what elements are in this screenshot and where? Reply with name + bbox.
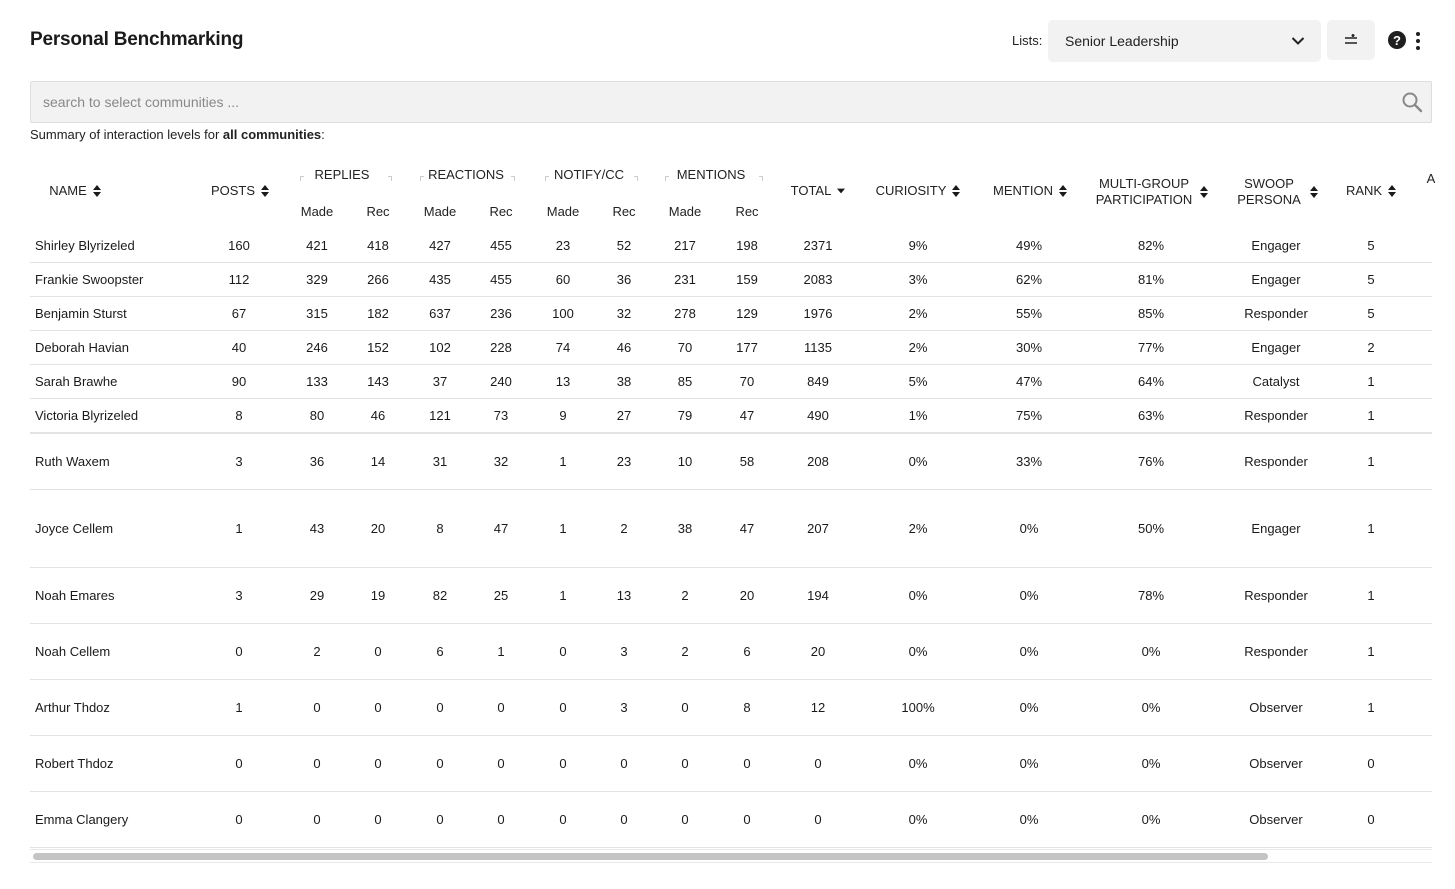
cell-curiosity: 100% bbox=[901, 700, 935, 715]
cell-rea-rec: 0 bbox=[497, 756, 505, 771]
cell-curiosity: 0% bbox=[908, 588, 928, 603]
cell-rep-rec: 152 bbox=[367, 340, 389, 355]
cell-name: Noah Cellem bbox=[35, 644, 111, 659]
cell-rea-rec: 236 bbox=[490, 306, 512, 321]
cell-persona: Engager bbox=[1251, 340, 1301, 355]
cell-men-rec: 70 bbox=[739, 374, 755, 389]
cell-persona: Observer bbox=[1249, 812, 1303, 827]
cell-posts: 112 bbox=[228, 272, 250, 287]
cell-not-rec: 46 bbox=[616, 340, 632, 355]
cell-rep-made: 0 bbox=[313, 812, 321, 827]
cell-curiosity: 2% bbox=[908, 521, 928, 536]
cell-curiosity: 0% bbox=[908, 454, 928, 469]
cell-multigroup: 63% bbox=[1137, 408, 1165, 423]
group-bracket bbox=[420, 176, 424, 181]
cell-rea-rec: 455 bbox=[490, 272, 512, 287]
cell-name: Shirley Blyrizeled bbox=[35, 237, 135, 253]
cell-name: Victoria Blyrizeled bbox=[35, 408, 139, 423]
cell-multigroup: 0% bbox=[1141, 644, 1161, 659]
group-bracket bbox=[545, 176, 549, 181]
cell-men-rec: 8 bbox=[743, 700, 751, 715]
cell-mention: 75% bbox=[1015, 408, 1043, 423]
header-mention-label: MENTION bbox=[993, 183, 1053, 198]
cell-men-made: 0 bbox=[681, 700, 689, 715]
cell-mention: 55% bbox=[1015, 306, 1043, 321]
cell-posts: 8 bbox=[235, 408, 243, 423]
summary-prefix: Summary of interaction levels for bbox=[30, 127, 223, 142]
cell-rea-made: 121 bbox=[429, 408, 451, 423]
lists-label: Lists: bbox=[1012, 33, 1043, 48]
cell-posts: 3 bbox=[235, 454, 243, 469]
cell-men-rec: 47 bbox=[739, 408, 755, 423]
cell-posts: 160 bbox=[228, 237, 250, 253]
cell-rank: 1 bbox=[1367, 408, 1375, 423]
cell-not-made: 0 bbox=[559, 700, 567, 715]
cell-not-made: 0 bbox=[559, 812, 567, 827]
cell-rea-rec: 32 bbox=[493, 454, 509, 469]
cell-not-made: 1 bbox=[559, 588, 567, 603]
group-bracket bbox=[759, 176, 763, 181]
lists-dropdown[interactable] bbox=[1048, 20, 1321, 62]
cell-rea-made: 0 bbox=[436, 700, 444, 715]
cell-rep-rec: 19 bbox=[370, 588, 386, 603]
cell-rea-made: 637 bbox=[429, 306, 451, 321]
cell-multigroup: 0% bbox=[1141, 700, 1161, 715]
cell-men-rec: 177 bbox=[736, 340, 758, 355]
header-reactions bbox=[415, 166, 517, 184]
table-row[interactable] bbox=[30, 297, 1432, 331]
cell-multigroup: 64% bbox=[1137, 374, 1165, 389]
cell-persona: Responder bbox=[1244, 408, 1308, 423]
table-row[interactable] bbox=[30, 263, 1432, 297]
cell-rank: 2 bbox=[1367, 340, 1375, 355]
cell-total: 1976 bbox=[803, 306, 833, 321]
cell-multigroup: 85% bbox=[1137, 306, 1165, 321]
header-mentions bbox=[661, 166, 761, 184]
header-reactions-label: REACTIONS bbox=[428, 167, 504, 182]
page-title: Personal Benchmarking bbox=[30, 29, 244, 50]
cell-not-rec: 23 bbox=[616, 454, 632, 469]
subheader-rep-made: Made bbox=[300, 204, 334, 219]
cell-not-made: 13 bbox=[555, 374, 571, 389]
summary-text bbox=[30, 127, 325, 142]
cell-rank: 1 bbox=[1367, 700, 1375, 715]
horizontal-scrollbar[interactable] bbox=[30, 849, 1432, 863]
cell-rea-made: 6 bbox=[436, 644, 444, 659]
cell-rep-made: 29 bbox=[309, 588, 325, 603]
cell-rep-made: 315 bbox=[306, 306, 328, 321]
cell-not-made: 74 bbox=[555, 340, 571, 355]
cell-name: Joyce Cellem bbox=[35, 521, 114, 536]
cell-multigroup: 0% bbox=[1141, 812, 1161, 827]
table-row[interactable] bbox=[30, 365, 1432, 399]
header-total[interactable] bbox=[778, 180, 858, 202]
sort-icon bbox=[952, 185, 960, 197]
cell-curiosity: 0% bbox=[908, 812, 928, 827]
cell-rea-rec: 47 bbox=[493, 521, 509, 536]
cell-not-made: 0 bbox=[559, 756, 567, 771]
cell-rank: 0 bbox=[1367, 756, 1375, 771]
cell-total: 194 bbox=[807, 588, 829, 603]
cell-not-made: 100 bbox=[552, 306, 574, 321]
table-row[interactable] bbox=[30, 490, 1432, 568]
header-posts[interactable] bbox=[200, 180, 280, 202]
cell-not-rec: 0 bbox=[620, 756, 628, 771]
cell-rep-rec: 143 bbox=[367, 374, 389, 389]
cell-persona: Catalyst bbox=[1252, 374, 1300, 389]
cell-rank: 5 bbox=[1367, 237, 1375, 253]
cell-rep-made: 36 bbox=[309, 454, 325, 469]
cell-rank: 1 bbox=[1367, 521, 1375, 536]
cell-curiosity: 0% bbox=[908, 756, 928, 771]
search-input[interactable] bbox=[31, 82, 1401, 122]
cell-rea-made: 82 bbox=[432, 588, 448, 603]
cell-men-made: 2 bbox=[681, 644, 689, 659]
header-mention[interactable] bbox=[980, 180, 1080, 202]
cell-mention: 0% bbox=[1019, 700, 1039, 715]
more-options-icon[interactable] bbox=[1414, 32, 1422, 50]
table-row[interactable] bbox=[30, 228, 1432, 263]
cell-curiosity: 9% bbox=[908, 237, 928, 253]
cell-rep-rec: 182 bbox=[367, 306, 389, 321]
cell-multigroup: 76% bbox=[1137, 454, 1165, 469]
cell-total: 490 bbox=[807, 408, 829, 423]
header-mentions-label: MENTIONS bbox=[676, 167, 746, 182]
table-row[interactable] bbox=[30, 399, 1432, 433]
summary-scope: all communities bbox=[222, 127, 322, 142]
cell-men-rec: 129 bbox=[736, 306, 758, 321]
cell-curiosity: 5% bbox=[908, 374, 928, 389]
cell-curiosity: 0% bbox=[908, 644, 928, 659]
table-row[interactable] bbox=[30, 736, 1432, 792]
cell-multigroup: 82% bbox=[1137, 237, 1165, 253]
cell-total: 20 bbox=[810, 644, 826, 659]
cell-rep-rec: 266 bbox=[367, 272, 389, 287]
group-bracket bbox=[511, 176, 515, 181]
cell-posts: 0 bbox=[235, 812, 243, 827]
cell-rea-made: 31 bbox=[432, 454, 448, 469]
cell-rank: 1 bbox=[1367, 644, 1375, 659]
cell-rep-rec: 46 bbox=[370, 408, 386, 423]
header-persona[interactable] bbox=[1226, 175, 1326, 209]
group-bracket bbox=[665, 176, 669, 181]
cell-men-rec: 58 bbox=[739, 454, 755, 469]
cell-not-rec: 13 bbox=[616, 588, 632, 603]
cell-mention: 49% bbox=[1015, 237, 1043, 253]
cell-posts: 40 bbox=[231, 340, 247, 355]
cell-mention: 33% bbox=[1015, 454, 1043, 469]
cell-multigroup: 50% bbox=[1137, 521, 1165, 536]
cell-not-rec: 3 bbox=[620, 644, 628, 659]
subheader-rea-made: Made bbox=[423, 204, 457, 219]
cell-rea-made: 0 bbox=[436, 756, 444, 771]
cell-persona: Responder bbox=[1244, 588, 1308, 603]
cell-rep-made: 2 bbox=[313, 644, 321, 659]
cell-name: Ruth Waxem bbox=[35, 454, 110, 469]
subheader-not-rec: Rec bbox=[612, 204, 636, 219]
cell-not-rec: 3 bbox=[620, 700, 628, 715]
header-curiosity-label: CURIOSITY bbox=[875, 183, 947, 198]
cell-men-rec: 159 bbox=[736, 272, 758, 287]
cell-mention: 47% bbox=[1015, 374, 1043, 389]
cell-rep-rec: 20 bbox=[370, 521, 386, 536]
cell-total: 2083 bbox=[803, 272, 833, 287]
cell-mention: 0% bbox=[1019, 812, 1039, 827]
cell-rep-rec: 0 bbox=[374, 756, 382, 771]
cell-men-rec: 47 bbox=[739, 521, 755, 536]
cell-rep-rec: 14 bbox=[370, 454, 386, 469]
cell-men-made: 38 bbox=[677, 521, 693, 536]
group-bracket bbox=[634, 176, 638, 181]
subheader-not-made: Made bbox=[546, 204, 580, 219]
cell-total: 849 bbox=[807, 374, 829, 389]
cell-rep-rec: 0 bbox=[374, 644, 382, 659]
cell-rep-made: 246 bbox=[306, 340, 328, 355]
header-rank[interactable] bbox=[1336, 180, 1406, 202]
cell-not-made: 1 bbox=[559, 521, 567, 536]
cell-posts: 3 bbox=[235, 588, 243, 603]
group-bracket bbox=[300, 176, 304, 181]
header-notify-label: NOTIFY/CC bbox=[553, 167, 625, 182]
subheader-rea-rec: Rec bbox=[489, 204, 513, 219]
cell-total: 0 bbox=[814, 812, 822, 827]
cell-persona: Observer bbox=[1249, 756, 1303, 771]
community-search bbox=[30, 81, 1432, 123]
cell-rep-rec: 0 bbox=[374, 700, 382, 715]
cell-not-rec: 52 bbox=[616, 237, 632, 253]
cell-multigroup: 0% bbox=[1141, 756, 1161, 771]
cell-posts: 67 bbox=[231, 306, 247, 321]
cell-rea-rec: 25 bbox=[493, 588, 509, 603]
cell-men-rec: 0 bbox=[743, 756, 751, 771]
table-row[interactable] bbox=[30, 568, 1432, 624]
cell-not-made: 60 bbox=[555, 272, 571, 287]
sliders-icon bbox=[1343, 33, 1359, 47]
header-notify bbox=[538, 166, 640, 184]
cell-mention: 0% bbox=[1019, 588, 1039, 603]
cell-men-made: 10 bbox=[677, 454, 693, 469]
cell-mention: 30% bbox=[1015, 340, 1043, 355]
cell-posts: 1 bbox=[235, 521, 243, 536]
cell-men-made: 85 bbox=[677, 374, 693, 389]
help-icon[interactable]: ? bbox=[1388, 31, 1406, 49]
subheader-rep-rec: Rec bbox=[366, 204, 390, 219]
cell-curiosity: 3% bbox=[908, 272, 928, 287]
header-posts-label: POSTS bbox=[210, 183, 256, 198]
cell-men-made: 70 bbox=[677, 340, 693, 355]
sort-icon bbox=[93, 185, 101, 197]
cell-not-made: 0 bbox=[559, 644, 567, 659]
cell-total: 207 bbox=[807, 521, 829, 536]
table-row[interactable] bbox=[30, 331, 1432, 365]
cell-name: Arthur Thdoz bbox=[35, 700, 110, 715]
table-row[interactable] bbox=[30, 792, 1432, 848]
subheader-men-rec: Rec bbox=[735, 204, 759, 219]
cell-persona: Engager bbox=[1251, 521, 1301, 536]
filter-options-button[interactable] bbox=[1327, 20, 1375, 60]
cell-curiosity: 1% bbox=[908, 408, 928, 423]
sort-icon bbox=[1310, 186, 1318, 198]
cell-total: 208 bbox=[807, 454, 829, 469]
cell-persona: Responder bbox=[1244, 306, 1308, 321]
cell-men-made: 278 bbox=[674, 306, 696, 321]
cell-rea-rec: 1 bbox=[497, 644, 505, 659]
summary-suffix: : bbox=[321, 127, 325, 142]
sort-icon bbox=[1059, 185, 1067, 197]
cell-persona: Engager bbox=[1251, 237, 1301, 253]
cell-not-made: 1 bbox=[559, 454, 567, 469]
cell-not-made: 9 bbox=[559, 408, 567, 423]
header-next-column bbox=[1424, 168, 1438, 190]
header-multigroup-label: MULTI-GROUP PARTICIPATION bbox=[1095, 176, 1193, 207]
cell-rep-made: 0 bbox=[313, 756, 321, 771]
cell-posts: 0 bbox=[235, 756, 243, 771]
cell-total: 2371 bbox=[803, 237, 833, 253]
cell-men-rec: 6 bbox=[743, 644, 751, 659]
cell-rep-rec: 418 bbox=[367, 237, 389, 253]
cell-rep-made: 421 bbox=[306, 237, 328, 253]
header-total-label: TOTAL bbox=[790, 183, 832, 198]
group-bracket bbox=[388, 176, 392, 181]
search-icon[interactable] bbox=[1401, 91, 1423, 113]
cell-men-made: 0 bbox=[681, 756, 689, 771]
cell-rank: 1 bbox=[1367, 588, 1375, 603]
cell-persona: Engager bbox=[1251, 272, 1301, 287]
cell-mention: 62% bbox=[1015, 272, 1043, 287]
cell-not-rec: 2 bbox=[620, 521, 628, 536]
table-row[interactable] bbox=[30, 680, 1432, 736]
cell-mention: 0% bbox=[1019, 756, 1039, 771]
sort-icon bbox=[1200, 186, 1208, 198]
cell-rea-rec: 240 bbox=[490, 374, 512, 389]
cell-name: Emma Clangery bbox=[35, 812, 129, 827]
cell-men-made: 231 bbox=[674, 272, 696, 287]
header-rank-label: RANK bbox=[1345, 183, 1383, 198]
cell-rea-made: 8 bbox=[436, 521, 444, 536]
header-name-label: NAME bbox=[49, 183, 87, 198]
cell-name: Robert Thdoz bbox=[35, 756, 114, 771]
header-next-column-label: A bbox=[1426, 171, 1436, 186]
cell-rep-made: 43 bbox=[309, 521, 325, 536]
cell-rea-made: 0 bbox=[436, 812, 444, 827]
cell-rea-rec: 455 bbox=[490, 237, 512, 253]
cell-name: Noah Emares bbox=[35, 588, 115, 603]
cell-name: Benjamin Sturst bbox=[35, 306, 127, 321]
cell-total: 12 bbox=[810, 700, 826, 715]
header-name[interactable] bbox=[40, 180, 110, 202]
cell-name: Sarah Brawhe bbox=[35, 374, 118, 389]
cell-rea-rec: 228 bbox=[490, 340, 512, 355]
cell-posts: 1 bbox=[235, 700, 243, 715]
chevron-down-icon bbox=[1291, 36, 1305, 46]
cell-rea-made: 435 bbox=[429, 272, 451, 287]
cell-name: Frankie Swoopster bbox=[35, 272, 144, 287]
cell-men-made: 0 bbox=[681, 812, 689, 827]
cell-total: 1135 bbox=[804, 340, 832, 355]
cell-rep-rec: 0 bbox=[374, 812, 382, 827]
cell-rank: 1 bbox=[1367, 454, 1375, 469]
cell-not-rec: 0 bbox=[620, 812, 628, 827]
cell-rep-made: 133 bbox=[306, 374, 328, 389]
cell-men-made: 217 bbox=[674, 237, 696, 253]
cell-total: 0 bbox=[814, 756, 822, 771]
header-replies bbox=[292, 166, 392, 184]
cell-rea-made: 37 bbox=[432, 374, 448, 389]
cell-rea-rec: 0 bbox=[497, 700, 505, 715]
cell-posts: 90 bbox=[231, 374, 247, 389]
cell-persona: Responder bbox=[1244, 644, 1308, 659]
cell-multigroup: 77% bbox=[1137, 340, 1165, 355]
sort-desc-icon bbox=[837, 185, 845, 197]
cell-rank: 5 bbox=[1367, 306, 1375, 321]
scrollbar-thumb[interactable] bbox=[33, 853, 1268, 860]
cell-curiosity: 2% bbox=[908, 306, 928, 321]
cell-rea-made: 102 bbox=[429, 340, 451, 355]
cell-rea-rec: 0 bbox=[497, 812, 505, 827]
cell-men-rec: 0 bbox=[743, 812, 751, 827]
lists-selected-value: Senior Leadership bbox=[1065, 33, 1179, 49]
cell-curiosity: 2% bbox=[908, 340, 928, 355]
cell-not-rec: 27 bbox=[616, 408, 632, 423]
header-curiosity[interactable] bbox=[866, 180, 970, 202]
cell-men-made: 79 bbox=[677, 408, 693, 423]
cell-posts: 0 bbox=[235, 644, 243, 659]
cell-rep-made: 80 bbox=[309, 408, 325, 423]
cell-men-rec: 198 bbox=[736, 237, 758, 253]
header-persona-label: SWOOP PERSONA bbox=[1237, 176, 1301, 207]
header-replies-label: REPLIES bbox=[314, 167, 370, 182]
table-row[interactable] bbox=[30, 624, 1432, 680]
cell-persona: Responder bbox=[1244, 454, 1308, 469]
cell-mention: 0% bbox=[1019, 521, 1039, 536]
cell-mention: 0% bbox=[1019, 644, 1039, 659]
cell-rank: 0 bbox=[1367, 812, 1375, 827]
cell-not-rec: 36 bbox=[616, 272, 632, 287]
cell-men-made: 2 bbox=[681, 588, 689, 603]
cell-rea-rec: 73 bbox=[493, 408, 509, 423]
cell-rep-made: 329 bbox=[306, 272, 328, 287]
cell-rea-made: 427 bbox=[429, 237, 451, 253]
sort-icon bbox=[261, 185, 269, 197]
cell-rep-made: 0 bbox=[313, 700, 321, 715]
subheader-men-made: Made bbox=[668, 204, 702, 219]
cell-rank: 5 bbox=[1367, 272, 1375, 287]
cell-name: Deborah Havian bbox=[35, 340, 129, 355]
header-multigroup[interactable] bbox=[1086, 175, 1216, 209]
cell-not-rec: 38 bbox=[616, 374, 632, 389]
cell-men-rec: 20 bbox=[739, 588, 755, 603]
sort-icon bbox=[1388, 185, 1396, 197]
cell-persona: Observer bbox=[1249, 700, 1303, 715]
cell-multigroup: 78% bbox=[1137, 588, 1165, 603]
cell-multigroup: 81% bbox=[1137, 272, 1165, 287]
cell-not-rec: 32 bbox=[616, 306, 632, 321]
cell-rank: 1 bbox=[1367, 374, 1375, 389]
cell-not-made: 23 bbox=[555, 237, 571, 253]
table-row[interactable] bbox=[30, 433, 1432, 490]
